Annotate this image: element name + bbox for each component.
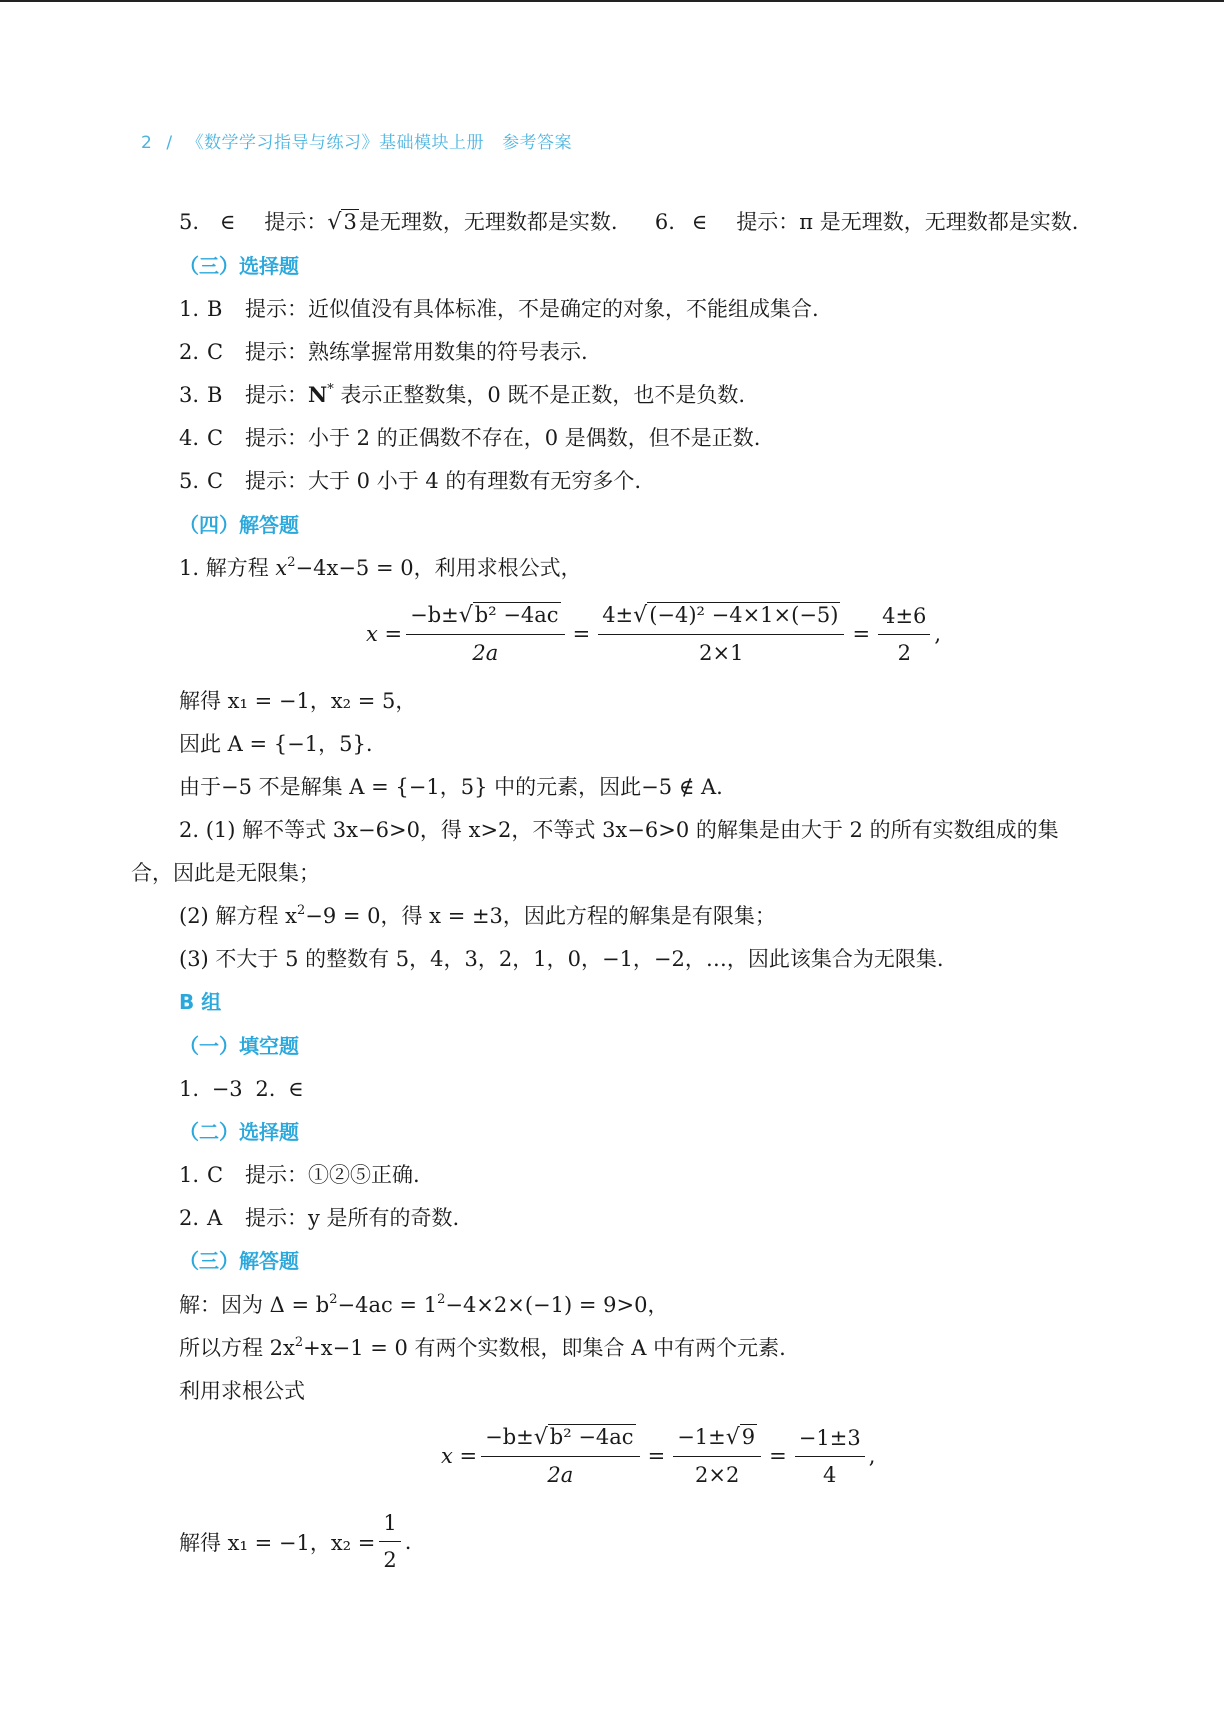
fraction: $\frac{-1\pm√9}{2\times 2}$ — [673, 1422, 761, 1490]
choice-item: 2. A 提示：y 是所有的奇数. — [179, 1206, 460, 1230]
fraction: $\frac{-1\pm 3}{4}$ — [795, 1423, 865, 1490]
choice-item: 1. C 提示：①②⑤正确. — [179, 1163, 420, 1187]
solution-line: 因此 A = {−1，5}. — [179, 732, 373, 756]
fraction: $\frac{\text{−b±√b² −4ac}}{2a}$ — [481, 1422, 639, 1490]
quadratic-formula-2: x = $\frac{\text{−b±√b² −4ac}}{2a}$ = $\frac{-1\pm√9}{2\times 2}$ = $\frac{-1\pm 3}{4}$ , — [441, 1422, 875, 1490]
answer-line-fill-5-6: 5. ∈ 提示：√3是无理数，无理数都是实数. 6. ∈ 提示：π 是无理数，无理数都是实数. — [179, 207, 1078, 238]
solution-line: 解：因为 $\Delta = b^2-4ac = 1^2-4\times 2\times(-1) = 9>0$， — [179, 1292, 669, 1317]
solution-line: (3) 不大于 5 的整数有 5，4，3，2，1，0，−1，−2，…，因此该集合为无限集. — [179, 947, 944, 971]
section-label: 参考答案 — [502, 133, 573, 153]
choice-item: 4. C 提示：小于 2 的正偶数不存在，0 是偶数，但不是正数. — [179, 426, 761, 450]
choice-item: 3. B 提示：N* 表示正整数集，0 既不是正数，也不是负数. — [179, 382, 746, 407]
solution-line: 由于−5 不是解集 A = {−1，5} 中的元素，因此−5 ∉ A. — [179, 775, 723, 799]
choice-item: 5. C 提示：大于 0 小于 4 的有理数有无穷多个. — [179, 469, 642, 493]
choice-item: 1. B 提示：近似值没有具体标准，不是确定的对象，不能组成集合. — [179, 297, 819, 321]
fraction: $\frac{4\pm 6}{2}$ — [878, 601, 930, 668]
sqrt-expr: √3 — [327, 210, 357, 235]
solution-line: 2. (1) 解不等式 3x−6>0，得 x>2，不等式 3x−6>0 的解集是由大于 2 的所有实数组成的集 — [179, 818, 1059, 842]
section-heading-fill: （一）填空题 — [179, 1034, 299, 1058]
quadratic-formula-1: x = $\frac{\text{−b±√b² −4ac}}{2a}$ = $\frac{\text{4±√(−4)² −4×1×(−5)}}{2\times 1}$ = $\frac{4\pm 6}{2}$ , — [366, 600, 941, 668]
solution-line: (2) 解方程 $x^2-9 = 0$，得 x = ±3，因此方程的解集是有限集； — [179, 903, 776, 928]
solution-final: 解得 x₁ = −1，x₂ = $\frac{1}{2}$ . — [179, 1508, 411, 1575]
solution-line: 所以方程 $2x^2+x-1 = 0$ 有两个实数根，即集合 A 中有两个元素. — [179, 1335, 786, 1360]
section-heading-choice: （三）选择题 — [179, 254, 299, 278]
solution-line: 1. 解方程 $x^2-4x-5 = 0$，利用求根公式， — [179, 555, 582, 580]
section-heading-choice-b: （二）选择题 — [179, 1120, 299, 1144]
book-title: 《数学学习指导与练习》基础模块上册 — [186, 133, 485, 153]
solution-line: 合，因此是无限集； — [131, 861, 320, 885]
fraction: $\frac{\text{4±√(−4)² −4×1×(−5)}}{2\times 1}$ — [598, 600, 844, 668]
fill-answers: 1. −3 2. ∈ — [179, 1077, 304, 1101]
page-number: 2 — [141, 133, 153, 153]
section-heading-solve-b: （三）解答题 — [179, 1249, 299, 1273]
solution-line: 利用求根公式 — [179, 1379, 305, 1403]
section-heading-solve: （四）解答题 — [179, 513, 299, 537]
fraction: $\frac{\text{−b±√b² −4ac}}{2a}$ — [406, 600, 564, 668]
fraction: $\frac{1}{2}$ — [379, 1508, 400, 1575]
choice-item: 2. C 提示：熟练掌握常用数集的符号表示. — [179, 340, 588, 364]
solution-line: 解得 x₁ = −1，x₂ = 5， — [179, 689, 417, 713]
header-separator: / — [166, 133, 173, 153]
group-heading-b: B 组 — [179, 990, 222, 1014]
